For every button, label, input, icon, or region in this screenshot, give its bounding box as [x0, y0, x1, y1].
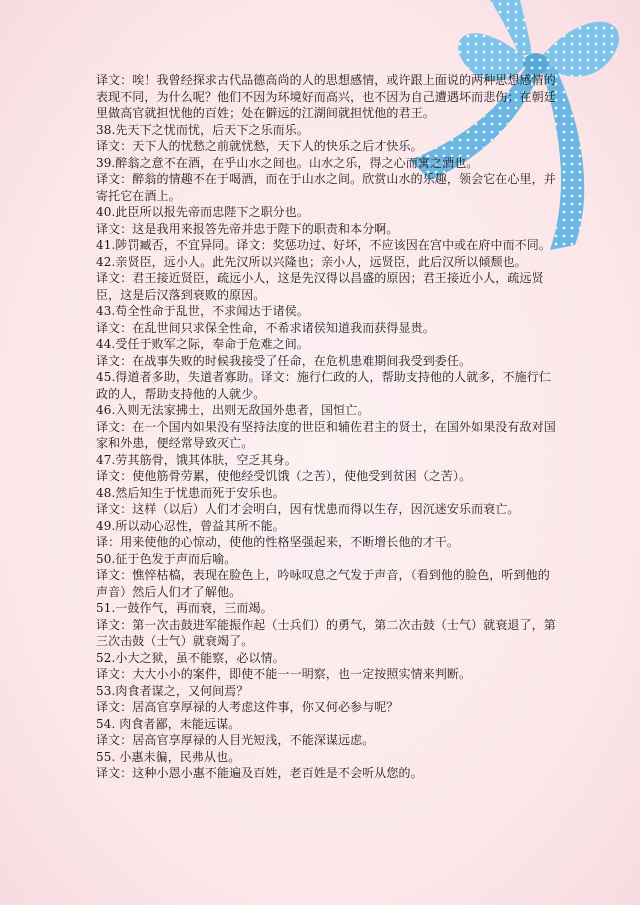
translation-line: 译文：天下人的忧愁之前就忧愁，天下人的快乐之后才快乐。 — [96, 139, 423, 153]
translation-line: 译文：君王接近贤臣，疏远小人，这是先汉得以昌盛的原因；君王接近小人，疏远贤臣，这是后汉落到衰败的原因。 — [96, 271, 544, 302]
quote-line: 39.醉翁之意不在酒，在乎山水之间也。山水之乐，得之心而寓之酒也。 — [96, 155, 479, 170]
quote-line: 43.苟全性命于乱世，不求闻达于诸侯。 — [96, 304, 309, 318]
quote-line: 38.先天下之忧而忧，后天下之乐而乐。 — [96, 122, 309, 137]
translation-line: 译文：在一个国内如果没有坚持法度的世臣和辅佐君主的贤士，在国外如果没有敌对国家和外患，便经常导致灭亡。 — [96, 419, 556, 450]
translation-line: 译文：使他筋骨劳累，使他经受饥饿（之苦），使他受到贫困（之苦）。 — [96, 469, 472, 483]
translation-line: 译文：在战事失败的时候我接受了任命，在危机患难期间我受到委任。 — [96, 353, 472, 368]
translation-line: 译文：居高官享厚禄的人目光短浅，不能深谋远虑。 — [96, 733, 375, 747]
translation-line: 译文：第一次击鼓进军能振作起（士兵们）的勇气，第二次击鼓（士气）就衰退了，第三次击鼓（士气）就衰竭了。 — [96, 617, 556, 648]
translation-line: 译文：憔悴枯槁，表现在脸色上，吟咏叹息之气发于声音，（看到他的脸色，听到他的声音）然后人们才了解他。 — [96, 568, 550, 599]
translation-line: 译文：唉！我曾经探求古代品德高尚的人的思想感情，或许跟上面说的两种思想感情的表现不同，为什么呢？他们不因为环境好而高兴，也不因为自己遭遇坏而悲伤；在朝廷里做高官就担忧他的百姓；处在僻远的江湖间就担忧他的君王。 — [96, 73, 556, 120]
translation-line: 译文：这是我用来报答先帝并忠于陛下的职责和本分啊。 — [96, 221, 399, 236]
quote-line: 45.得道者多助，失道者寡助。译文：施行仁政的人，帮助支持他的人就多，不施行仁政的人，帮助支持他的人就少。 — [96, 370, 551, 401]
quote-line: 48.然后知生于忧患而死于安乐也。 — [96, 485, 285, 500]
quote-line: 51.一鼓作气，再而衰，三而竭。 — [96, 601, 273, 615]
document-body — [96, 72, 556, 782]
translation-line: 译文：居高官享厚禄的人考虑这件事，你又何必参与呢？ — [96, 700, 399, 714]
translation-line: 译文：在乱世间只求保全性命，不希求诸侯知道我而获得显贵。 — [96, 320, 435, 335]
quote-line: 47.劳其筋骨，饿其体肤，空乏其身。 — [96, 452, 297, 467]
quote-line: 42.亲贤臣，远小人。此先汉所以兴隆也；亲小人，远贤臣，此后汉所以倾颓也。 — [96, 254, 527, 269]
quote-line: 44.受任于败军之际，奉命于危难之间。 — [96, 337, 309, 351]
quote-line: 50.征于色发于声而后喻。 — [96, 551, 237, 566]
translation-line: 译：用来使他的心惊动，使他的性格坚强起来，不断增长他的才干。 — [96, 535, 460, 549]
quote-line: 55. 小惠未徧，民弗从也。 — [96, 749, 241, 764]
quote-line: 40.此臣所以报先帝而忠陛下之职分也。 — [96, 205, 309, 219]
quote-line: 49.所以动心忍性，曾益其所不能。 — [96, 518, 285, 533]
translation-line: 译文：这种小恩小惠不能遍及百姓，老百姓是不会听从您的。 — [96, 766, 423, 780]
quote-line: 52.小大之狱，虽不能察，必以情。 — [96, 650, 285, 665]
quote-line: 41.陟罚臧否，不宜异同。译文：奖惩功过、好坏，不应该因在宫中或在府中而不同。 — [96, 238, 551, 252]
translation-line: 译文：醉翁的情趣不在于喝酒，而在于山水之间。欣赏山水的乐趣，领会它在心里，并寄托它在酒上。 — [96, 172, 556, 203]
translation-line: 译文：大大小小的案件，即使不能一一明察，也一定按照实情来判断。 — [96, 667, 472, 681]
translation-line: 译文：这样（以后）人们才会明白，因有忧患而得以生存，因沉迷安乐而衰亡。 — [96, 502, 520, 516]
quote-line: 54. 肉食者鄙，未能远谋。 — [96, 716, 241, 731]
quote-line: 46.入则无法家拂士，出则无敌国外患者，国恒亡。 — [96, 403, 370, 417]
quote-line: 53.肉食者谋之，又何间焉？ — [96, 683, 249, 698]
